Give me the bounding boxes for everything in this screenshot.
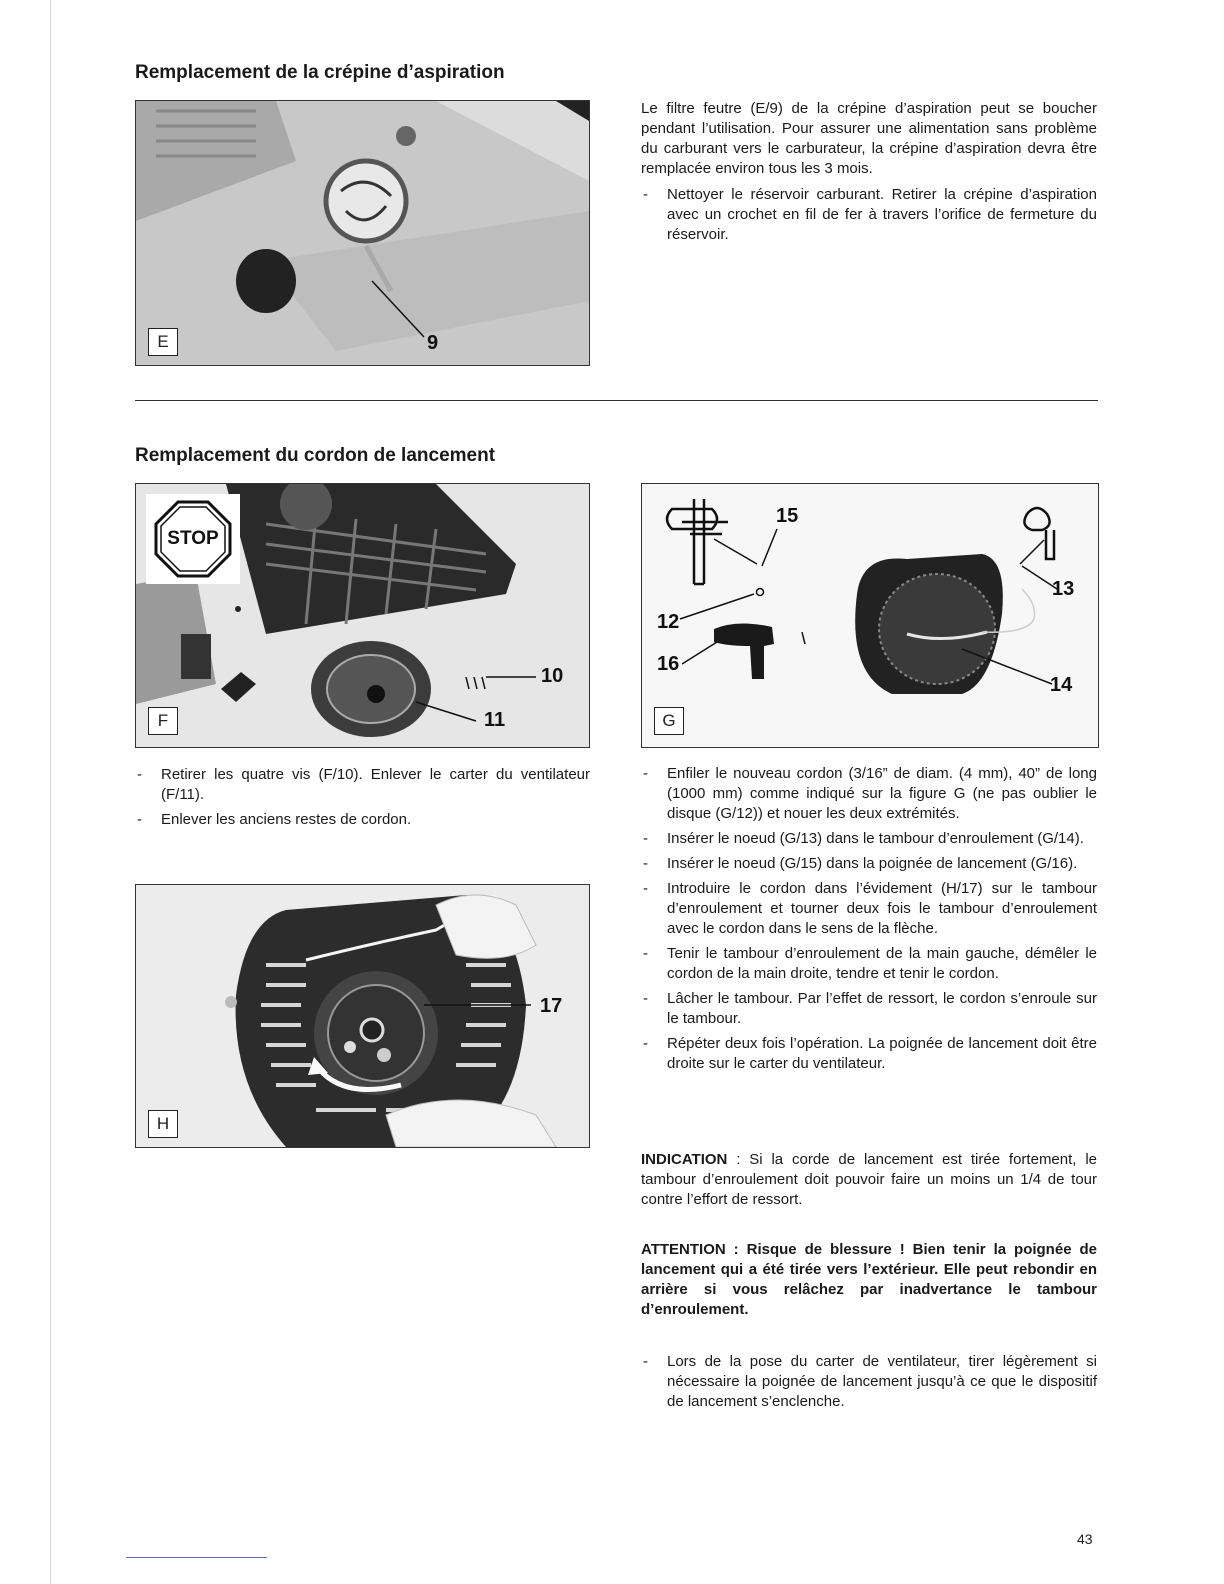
right-bullet-6: - Lâcher le tambour. Par l’effet de ressort, le cordon s’enroule sur le tambour. [643, 990, 1097, 1027]
section1-text [641, 99, 1097, 250]
right-bullet-1: - Enfiler le nouveau cordon (3/16” de diam. (4 mm), 40” de long (1000 mm) comme indiqué sur la figure G (ne pas oublier le disque (G/12)) et nouer les deux extrémités. [643, 765, 1097, 822]
final-instruction [641, 1352, 1097, 1417]
indication-text: : Si la corde de lancement est tirée fortement, le tambour d’enroulement doit pouvoir faire un moins un 1/4 de tour contre l’effort de ressort. [641, 1151, 1097, 1208]
figure-g [641, 483, 1099, 748]
callout-16: 16 [657, 653, 680, 675]
callout-13: 13 [1052, 578, 1075, 600]
section-divider [135, 400, 1098, 401]
callout-17: 17 [540, 995, 563, 1017]
figure-h-label: H [148, 1110, 178, 1138]
figure-e-label: E [148, 328, 178, 356]
stop-sign-text: STOP [167, 528, 219, 549]
final-bullet: - Lors de la pose du carter de ventilateur, tirer légèrement si nécessaire la poignée de lancement jusqu’à ce que le dispositif de lancement s’enclenche. [643, 1353, 1097, 1410]
figure-f-label: F [148, 707, 178, 735]
indication-note [641, 1150, 1097, 1210]
callout-12: 12 [657, 611, 680, 633]
figure-g-drawing [642, 484, 1098, 747]
callout-9: 9 [427, 332, 439, 354]
figure-f [135, 483, 590, 748]
right-bullet-7: - Répéter deux fois l’opération. La poignée de lancement doit être droite sur le carter du ventilateur. [643, 1035, 1097, 1072]
attention-warning: ATTENTION : Risque de blessure ! Bien tenir la poignée de lancement qui a été tirée vers l’extérieur. Elle peut rebondir en arrière si vous relâchez par inadvertance le tambour d’enroulement. [641, 1241, 1097, 1318]
section2-right-text [641, 764, 1097, 1079]
left-bullet-2: - Enlever les anciens restes de cordon. [137, 811, 412, 828]
right-bullet-3: - Insérer le noeud (G/15) dans la poignée de lancement (G/16). [643, 855, 1078, 872]
page-number: 43 [1077, 1531, 1093, 1547]
footer-rule [126, 1557, 267, 1558]
right-bullet-5: - Tenir le tambour d’enroulement de la main gauche, démêler le cordon de la main droite, tendre et tenir le cordon. [643, 945, 1097, 982]
callout-11: 11 [484, 709, 506, 731]
right-bullet-4: - Introduire le cordon dans l’évidement (H/17) sur le tambour d’enroulement et tourner deux fois le tambour d’enroulement avec le cordon dans le sens de la flèche. [643, 880, 1097, 937]
callout-14: 14 [1050, 674, 1073, 696]
figure-h-photo [136, 885, 589, 1147]
callout-10: 10 [541, 665, 564, 687]
callout-15: 15 [776, 505, 799, 527]
section1-bullet: - Nettoyer le réservoir carburant. Retirer la crépine d’aspiration avec un crochet en fil de fer à travers l’orifice de fermeture du réservoir. [643, 186, 1097, 243]
section2-left-text [135, 765, 590, 835]
heading-starter-cord: Remplacement du cordon de lancement [135, 445, 496, 466]
left-bullet-1: - Retirer les quatre vis (F/10). Enlever le carter du ventilateur (F/11). [137, 766, 590, 803]
figure-g-label: G [654, 707, 684, 735]
right-bullet-2: - Insérer le noeud (G/13) dans le tambour d’enroulement (G/14). [643, 830, 1084, 847]
margin-rule [50, 0, 51, 1584]
figure-e [135, 100, 590, 366]
heading-suction-strainer: Remplacement de la crépine d’aspiration [135, 62, 505, 83]
section1-paragraph: Le filtre feutre (E/9) de la crépine d’aspiration peut se boucher pendant l’utilisation. Pour assurer une alimentation sans problème du carburant vers le carburateur, la crépine d’aspiration devra être remplacée environ tous les 3 mois. [641, 100, 1097, 177]
stop-badge [146, 494, 240, 584]
figure-e-photo [136, 101, 589, 365]
figure-h [135, 884, 590, 1148]
indication-label: INDICATION [641, 1151, 728, 1168]
